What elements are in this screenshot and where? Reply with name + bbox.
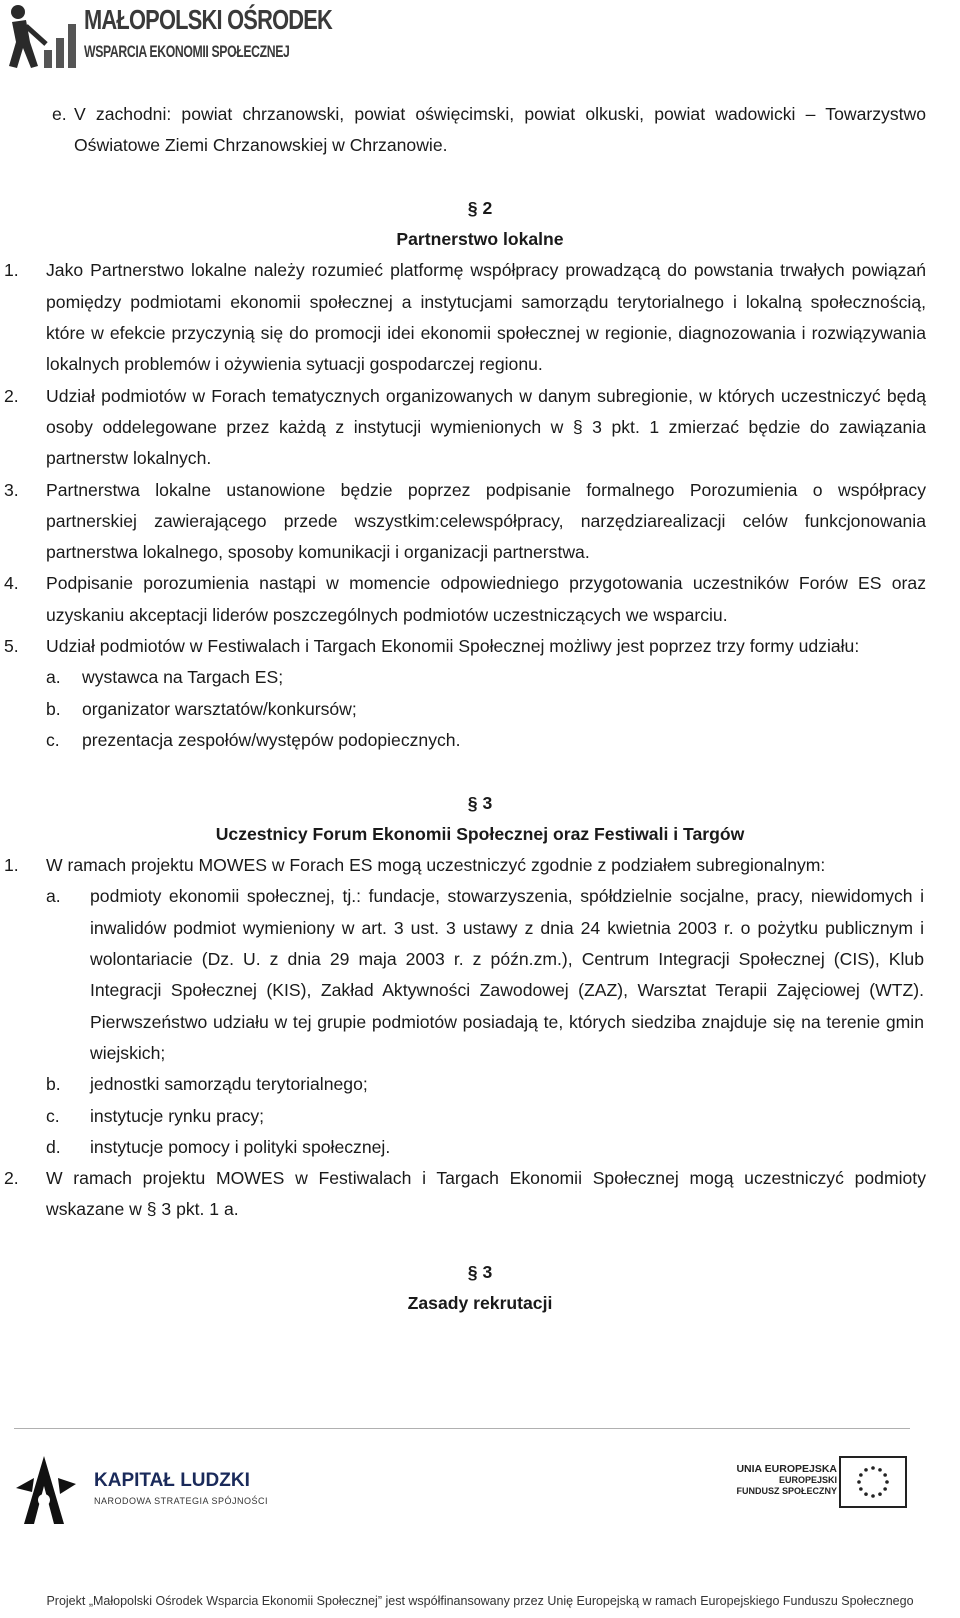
list-number: b. <box>46 698 61 719</box>
eu-star-icon <box>883 1473 887 1477</box>
list-item <box>0 381 960 475</box>
sub-list-item <box>0 662 960 693</box>
list-text: instytucje pomocy i polityki społecznej. <box>90 1136 391 1157</box>
list-number: b. <box>46 1074 61 1095</box>
footer-note: Projekt „Małopolski Ośrodek Wsparcia Ekonomii Społecznej” jest współfinansowany przez Unię Europejską w ramach Europejskiego Funduszu Społecznego <box>46 1594 914 1608</box>
list-item <box>0 255 960 380</box>
section-symbol: § 2 <box>467 197 493 218</box>
eu-star-icon <box>864 1468 868 1472</box>
list-item <box>0 850 960 881</box>
list-text: jednostki samorządu terytorialnego; <box>90 1074 368 1095</box>
eu-star-icon <box>857 1480 861 1484</box>
eu-star-icon <box>871 1494 875 1498</box>
eu-star-icon <box>871 1466 875 1470</box>
eu-star-icon <box>859 1473 863 1477</box>
list-number: e. <box>52 104 67 124</box>
list-number: 2. <box>4 1168 19 1189</box>
eu-star-icon <box>885 1480 889 1484</box>
list-text: W ramach projektu MOWES w Forach ES mogą uczestniczyć zgodnie z podziałem subregionalnym: <box>46 855 826 876</box>
list-item <box>0 1163 960 1226</box>
list-text: Jako Partnerstwo lokalne należy rozumieć platformę współpracy prowadzącą do powstania trwałych powiązań pomiędzy podmiotami ekonomii społecznej a instytucjami samorządu terytorialnego i lokalną społecznością, które w efekcie przyczynią się do promocji idei ekonomii społecznej w regionie, diagnozowania i rozwiązywania lokalnych problemów i ożywienia sytuacji gospodarczej regionu. <box>46 260 926 375</box>
list-number: 2. <box>4 385 19 406</box>
list-number: 1. <box>4 260 19 281</box>
section-title: Uczestnicy Forum Ekonomii Społecznej oraz Festiwali i Targów <box>215 823 745 844</box>
eu-star-icon <box>883 1487 887 1491</box>
sub-list-item <box>0 881 960 1069</box>
eu-star-icon <box>859 1487 863 1491</box>
kapital-ludzki-title: KAPITAŁ LUDZKI <box>94 1470 250 1491</box>
eu-star-icon <box>878 1492 882 1496</box>
sub-list-item <box>0 1069 960 1100</box>
list-item <box>0 475 960 569</box>
footer-divider <box>14 1428 910 1429</box>
list-number: c. <box>46 729 60 750</box>
list-text: V zachodni: powiat chrzanowski, powiat oświęcimski, powiat olkuski, powiat wadowicki – Towarzystwo Oświatowe Ziemi Chrzanowskiej w Chrzanowie. <box>74 104 926 156</box>
logo-brand-line2: WSPARCIA EKONOMII SPOŁECZNEJ <box>84 42 290 61</box>
list-number: 3. <box>4 479 19 500</box>
eu-star-icon <box>864 1492 868 1496</box>
list-number: 1. <box>4 855 19 876</box>
document-body <box>0 99 960 1320</box>
sub-list-item <box>0 725 960 756</box>
eu-line2: EUROPEJSKI <box>778 1475 837 1485</box>
eu-line1: UNIA EUROPEJSKA <box>736 1463 837 1475</box>
eu-line3: FUNDUSZ SPOŁECZNY <box>736 1486 837 1496</box>
section-title: Zasady rekrutacji <box>407 1293 553 1314</box>
list-text: Udział podmiotów w Festiwalach i Targach Ekonomii Społecznej możliwy jest poprzez trzy formy udziału: <box>46 636 860 657</box>
logo-figure-icon <box>4 2 84 72</box>
list-text: organizator warsztatów/konkursów; <box>82 698 357 719</box>
eu-star-icon <box>878 1468 882 1472</box>
kapital-ludzki-subtitle: NARODOWA STRATEGIA SPÓJNOŚCI <box>94 1496 269 1506</box>
kapital-ludzki-logo <box>14 1448 269 1528</box>
kapital-ludzki-emblem-icon <box>14 1448 80 1528</box>
list-item <box>0 99 960 162</box>
list-item <box>0 568 960 631</box>
list-number: d. <box>46 1136 61 1157</box>
section-symbol: § 3 <box>467 1261 493 1282</box>
eu-text <box>736 1464 837 1497</box>
list-text: Partnerstwa lokalne ustanowione będzie poprzez podpisanie formalnego Porozumienia o współpracy partnerskiej zawierającego przede wszystkim:celewspółpracy, narzędziarealizacji celów funkcjonowania partnerstwa lokalnego, sposoby komunikacji i organizacji partnerstwa. <box>46 479 926 563</box>
list-number: 4. <box>4 573 19 594</box>
list-number: 5. <box>4 636 19 657</box>
sub-list-item <box>0 1132 960 1163</box>
logo-brand-line1: MAŁOPOLSKI OŚRODEK <box>84 4 333 35</box>
mowes-logo <box>0 0 333 72</box>
list-item <box>0 631 960 662</box>
list-text: podmioty ekonomii społecznej, tj.: fundacje, stowarzyszenia, spółdzielnie socjalne, pracy, niewidomych i inwalidów podmiot wymieniony w art. 3 ust. 3 ustawy z dnia 24 kwietnia 2003 r. o pożytku publicznym i wolontariacie (Dz. U. z dnia 29 maja 2003 r. z późn.zm.), Centrum Integracji Społecznej (CIS), Klub Integracji Społecznej (KIS), Zakład Aktywności Zawodowej (ZAZ), Warsztat Terapii Zajęciowej (WTZ). Pierwszeństwo udziału w tej grupie podmiotów posiadają te, których siedziba znajduje się na terenie gmin wiejskich; <box>90 886 924 1063</box>
list-text: Podpisanie porozumienia nastąpi w momencie odpowiedniego przygotowania uczestników Forów ES oraz uzyskaniu akceptacji liderów poszczególnych podmiotów uczestniczących we wsparciu. <box>46 573 926 625</box>
eu-logo <box>735 1452 915 1512</box>
section-symbol: § 3 <box>467 792 493 813</box>
list-number: c. <box>46 1105 60 1126</box>
list-text: prezentacja zespołów/występów podopiecznych. <box>82 729 461 750</box>
list-text: W ramach projektu MOWES w Festiwalach i Targach Ekonomii Społecznej mogą uczestniczyć podmioty wskazane w § 3 pkt. 1 a. <box>46 1168 926 1220</box>
eu-flag-icon <box>839 1456 907 1508</box>
section-title: Partnerstwo lokalne <box>396 229 564 250</box>
sub-list-item <box>0 694 960 725</box>
list-text: Udział podmiotów w Forach tematycznych organizowanych w danym subregionie, w których uczestniczyć będą osoby oddelegowane przez każdą z instytucji wymienionych w § 3 pkt. 1 zmierzać będzie do zawiązania partnerstw lokalnych. <box>46 385 926 469</box>
sub-list-item <box>0 1101 960 1132</box>
list-text: wystawca na Targach ES; <box>82 667 284 688</box>
list-text: instytucje rynku pracy; <box>90 1105 265 1126</box>
list-number: a. <box>46 667 61 688</box>
list-number: a. <box>46 886 61 907</box>
